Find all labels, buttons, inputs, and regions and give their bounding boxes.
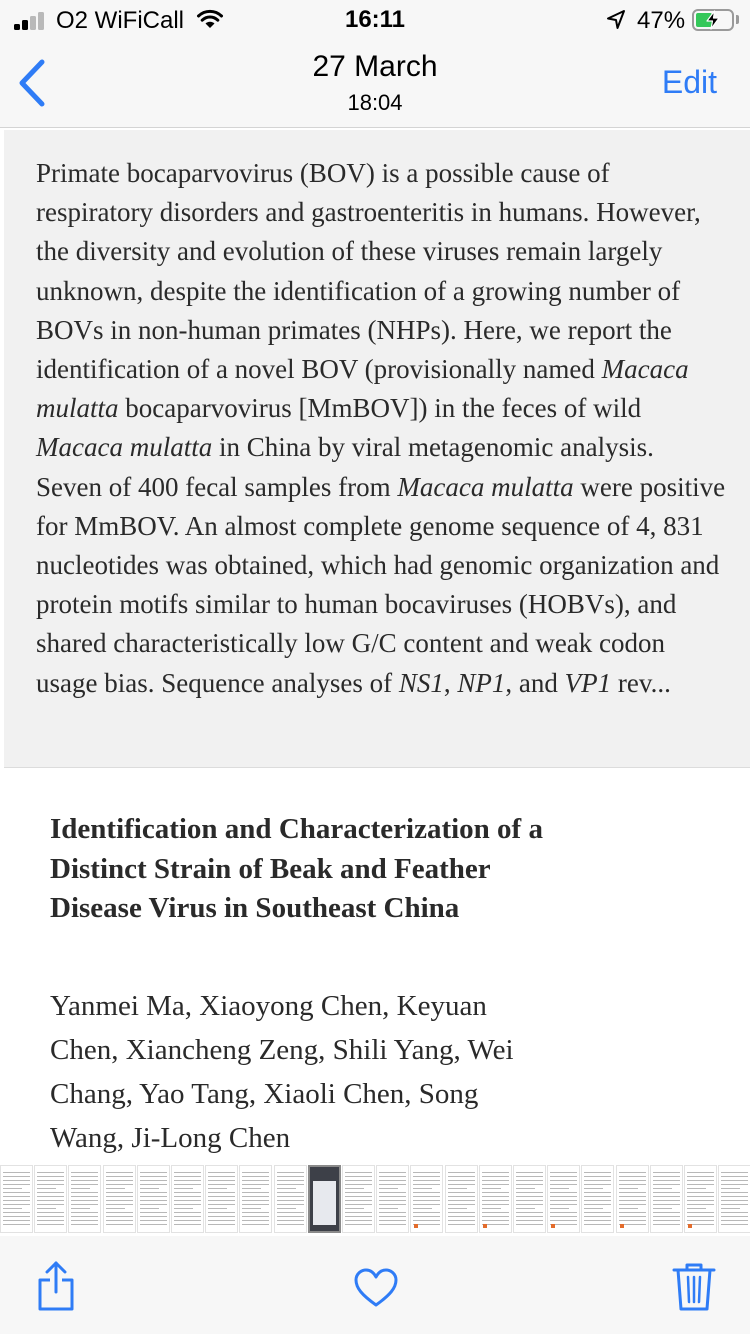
abstract-text	[36, 154, 726, 703]
nav-title: 27 March	[312, 50, 438, 83]
charging-bolt-icon	[703, 10, 723, 30]
abstract-segment: VP1	[564, 667, 612, 698]
battery-percentage: 47%	[637, 7, 686, 34]
abstract-segment: ,	[443, 667, 458, 698]
abstract-segment: Primate bocaparvovirus (BOV) is a possible cause of respiratory disorders and gastroenteritis in humans. However, the diversity and evolution of these viruses remain largely unknown, despite the identification of a growing number of BOVs in non-human primates (NHPs). Here, we report the identification of a novel BOV (provisionally named	[36, 158, 701, 385]
abstract-segment: in China by viral metagenomic analysis. Seven of 400 fecal samples from	[36, 432, 654, 502]
wifi-icon	[196, 8, 224, 30]
page-thumbnail[interactable]	[547, 1165, 580, 1233]
location-arrow-icon	[606, 9, 626, 31]
page-thumbnail[interactable]	[239, 1165, 272, 1233]
page-thumbnail[interactable]	[68, 1165, 101, 1233]
page-thumbnail[interactable]	[103, 1165, 136, 1233]
page-thumbnail[interactable]	[684, 1165, 717, 1233]
abstract-segment: bocaparvovirus [MmBOV]) in the feces of wild	[118, 393, 642, 424]
abstract-segment: NP1	[457, 667, 506, 698]
like-button[interactable]	[354, 1268, 398, 1313]
thumbnail-strip[interactable]	[0, 1163, 750, 1235]
page-thumbnail[interactable]	[650, 1165, 683, 1233]
abstract-segment: were positive for MmBOV. An almost complete genome sequence of 4, 831 nucleotides was obtained, which had genomic organization and protein motifs similar to human bocaviruses (HOBVs), and shared characteristically low G/C content and weak codon usage bias. Sequence analyses of	[36, 471, 726, 698]
abstract-segment: NS1	[398, 667, 444, 698]
abstract-segment: Macaca mulatta	[36, 432, 213, 463]
paper-authors: Yanmei Ma, Xiaoyong Chen, Keyuan Chen, Xiancheng Zeng, Shili Yang, Wei Chang, Yao Tang, Xiaoli Chen, Song Wang, Ji-Long Chen	[50, 990, 514, 1154]
carrier-name: O2 WiFiCall	[56, 7, 185, 34]
bottom-toolbar	[0, 1236, 750, 1334]
page-thumbnail[interactable]	[616, 1165, 649, 1233]
page-thumbnail[interactable]	[445, 1165, 478, 1233]
clock: 16:11	[344, 6, 406, 33]
abstract-segment: , and	[505, 667, 565, 698]
abstract-segment: rev...	[611, 667, 671, 698]
page-thumbnail[interactable]	[137, 1165, 170, 1233]
abstract-segment: Macaca mulatta	[397, 471, 574, 502]
page-thumbnail[interactable]	[342, 1165, 375, 1233]
delete-button[interactable]	[672, 1262, 716, 1317]
edit-button[interactable]: Edit	[661, 64, 717, 100]
page-thumbnail[interactable]	[205, 1165, 238, 1233]
heart-icon	[354, 1268, 398, 1308]
battery-nub	[736, 15, 739, 24]
status-bar	[0, 0, 750, 40]
page-thumbnail[interactable]	[479, 1165, 512, 1233]
signal-icon	[14, 10, 48, 30]
page-thumbnail[interactable]	[308, 1165, 341, 1233]
page-thumbnail[interactable]	[410, 1165, 443, 1233]
trash-icon	[672, 1262, 716, 1312]
share-icon	[36, 1260, 76, 1312]
page-thumbnail[interactable]	[171, 1165, 204, 1233]
paper-title: Identification and Characterization of a Distinct Strain of Beak and Feather Disease Virus in Southeast China	[50, 813, 543, 924]
page-thumbnail[interactable]	[376, 1165, 409, 1233]
page-thumbnail[interactable]	[0, 1165, 33, 1233]
abstract-panel	[4, 130, 750, 768]
page-thumbnail[interactable]	[274, 1165, 307, 1233]
abstract-segment: Macaca mulatta	[36, 354, 689, 424]
page-thumbnail[interactable]	[581, 1165, 614, 1233]
navigation-bar	[0, 40, 750, 128]
share-button[interactable]	[36, 1260, 76, 1317]
nav-subtitle: 18:04	[347, 90, 403, 115]
page-thumbnail[interactable]	[513, 1165, 546, 1233]
page-thumbnail[interactable]	[34, 1165, 67, 1233]
page-thumbnail[interactable]	[718, 1165, 750, 1233]
